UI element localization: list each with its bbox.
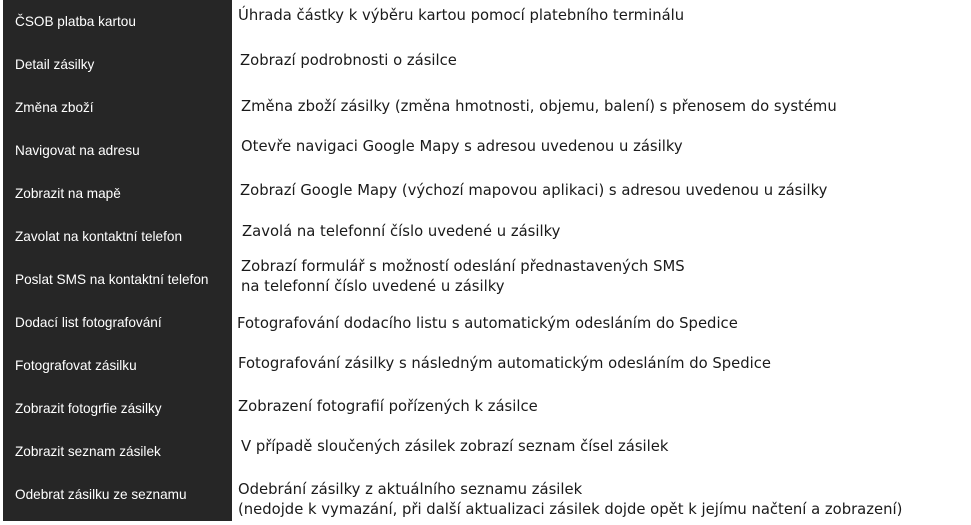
- description-line: Odebrání zásilky z aktuálního seznamu zásilek: [238, 481, 583, 498]
- menu-item-photo-shipment[interactable]: Fotografovat zásilku: [15, 358, 137, 373]
- menu-item-show-photos[interactable]: Zobrazit fotogrfie zásilky: [15, 401, 162, 416]
- description-line: Zobrazí podrobnosti o zásilce: [240, 52, 457, 69]
- description-remove-from-list: [238, 480, 902, 520]
- menu-item-shipment-detail[interactable]: Detail zásilky: [15, 57, 95, 72]
- description-line: Fotografování dodacího listu s automatickým odesláním do Spedice: [237, 315, 738, 332]
- description-line: Fotografování zásilky s následným automatickým odesláním do Spedice: [238, 355, 771, 372]
- description-line: Zobrazení fotografií pořízených k zásilce: [238, 398, 538, 415]
- description-line: na telefonní číslo uvedené u zásilky: [241, 278, 505, 295]
- description-show-on-map: [240, 181, 827, 201]
- description-line: Zavolá na telefonní číslo uvedené u zásilky: [242, 223, 561, 240]
- description-call-contact: [242, 222, 560, 242]
- description-line: Změna zboží zásilky (změna hmotnosti, objemu, balení) s přenosem do systému: [241, 98, 837, 115]
- menu-item-csob-card-payment[interactable]: ČSOB platba kartou: [15, 14, 136, 29]
- description-line: (nedojde k vymazání, při další aktualizaci zásilek dojde opět k jejímu načtení a zobrazení): [238, 501, 903, 518]
- menu-item-show-on-map[interactable]: Zobrazit na mapě: [15, 186, 121, 201]
- description-line: Úhrada částky k výběru kartou pomocí platebního terminálu: [238, 7, 685, 24]
- description-show-shipment-list: [241, 437, 668, 457]
- context-menu: [3, 0, 232, 521]
- description-photo-delivery-note: [237, 314, 738, 334]
- menu-item-show-shipment-list[interactable]: Zobrazit seznam zásilek: [15, 444, 161, 459]
- description-csob-card-payment: [238, 6, 684, 26]
- description-line: Zobrazí formulář s možností odeslání přednastavených SMS: [241, 258, 685, 275]
- description-line: Otevře navigaci Google Mapy s adresou uvedenou u zásilky: [241, 138, 683, 155]
- description-shipment-detail: [240, 51, 457, 71]
- menu-item-send-sms[interactable]: Poslat SMS na kontaktní telefon: [15, 272, 209, 287]
- description-send-sms: [241, 257, 685, 297]
- menu-item-photo-delivery-note[interactable]: Dodací list fotografování: [15, 315, 162, 330]
- description-line: Zobrazí Google Mapy (výchozí mapovou aplikaci) s adresou uvedenou u zásilky: [240, 182, 828, 199]
- description-navigate-to-address: [241, 137, 683, 157]
- menu-item-call-contact[interactable]: Zavolat na kontaktní telefon: [15, 229, 183, 244]
- menu-item-navigate-to-address[interactable]: Navigovat na adresu: [15, 143, 140, 158]
- menu-item-change-goods[interactable]: Změna zboží: [15, 100, 94, 115]
- description-change-goods: [241, 97, 837, 117]
- menu-item-remove-from-list[interactable]: Odebrat zásilku ze seznamu: [15, 487, 187, 502]
- description-photo-shipment: [238, 354, 771, 374]
- description-show-photos: [238, 397, 538, 417]
- description-line: V případě sloučených zásilek zobrazí seznam čísel zásilek: [241, 438, 669, 455]
